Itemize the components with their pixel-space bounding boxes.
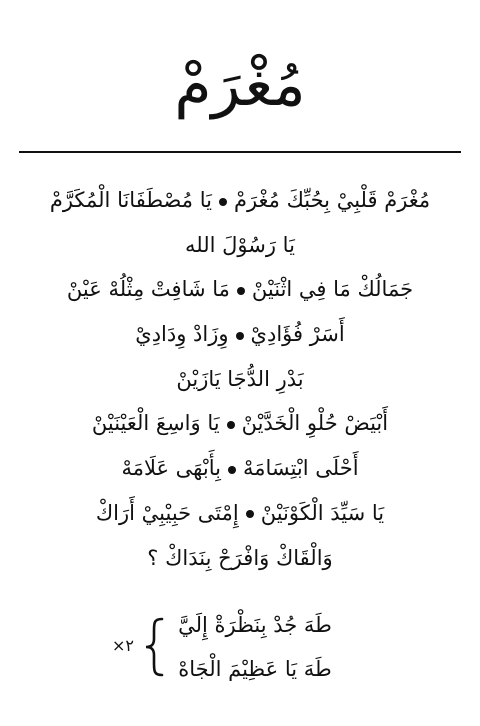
verse-part: بَدْرِ الدُّجَا يَازَيْنْ <box>176 366 304 391</box>
verse-part: مَا شَافِتْ مِثْلُهْ عَيْنْ <box>66 277 230 302</box>
poem-body <box>0 178 480 580</box>
separator-dot <box>237 287 245 295</box>
poem-title: مُغْرَمْ <box>174 50 306 120</box>
separator-dot <box>219 198 227 206</box>
poem-line <box>0 178 480 223</box>
verse-part: مُغْرَمْ قَلْبِيْ بِحُبِّكَ مُغْرَمْ <box>233 188 431 212</box>
poem-line <box>0 491 480 536</box>
verse-part: يَا وَاسِعَ الْعَيْنَيْنْ <box>91 411 220 436</box>
title-divider <box>19 151 461 153</box>
verse-part: أَحْلَى ابْتِسَامَهْ <box>242 456 359 481</box>
repeat-line: طَهَ جُدْ بِنَظْرَةْ إِلَيَّ <box>178 613 332 637</box>
separator-dot <box>246 510 254 518</box>
verse-part: أَبْيَضْ حُلْوِ الْخَدَّيْنْ <box>241 411 389 436</box>
poem-line <box>0 223 480 268</box>
verse-part: يَا رَسُوْلَ الله <box>185 232 295 257</box>
verse-part: أَسَرْ فُؤَادِيْ <box>250 322 345 347</box>
poem-line <box>0 401 480 446</box>
separator-dot <box>228 466 236 474</box>
poem-line <box>0 267 480 312</box>
verse-part: بِأَبْهَى عَلَامَهْ <box>121 456 221 481</box>
verse-part: جَمَالُكْ مَا فِي اثْنَيْنْ <box>251 277 414 302</box>
poem-line <box>0 536 480 581</box>
repeat-line: طَهَ يَا عَظِيْمَ الْجَاهْ <box>178 657 332 681</box>
separator-dot <box>236 332 244 340</box>
curly-brace-icon <box>142 617 166 677</box>
verse-part: يَا سَيِّدَ الْكَوْنَيْنْ <box>260 500 385 525</box>
poem-line <box>0 446 480 491</box>
verse-part: يَا مُصْطَفَانَا الْمُكَرَّمْ <box>49 188 212 212</box>
repeat-block <box>104 603 344 691</box>
poem-line <box>0 357 480 402</box>
repeat-marker: ٢× <box>112 636 134 655</box>
separator-dot <box>227 421 235 429</box>
poem-line <box>0 312 480 357</box>
verse-part: إِمْتَى حَبِيْبِيْ أَرَاكْ <box>95 500 239 525</box>
verse-part: وِزَادْ وِدَادِيْ <box>135 322 229 347</box>
verse-part: وَالْقَاكْ وَافْرَحْ بِنَدَاكْ ؟ <box>147 545 333 570</box>
